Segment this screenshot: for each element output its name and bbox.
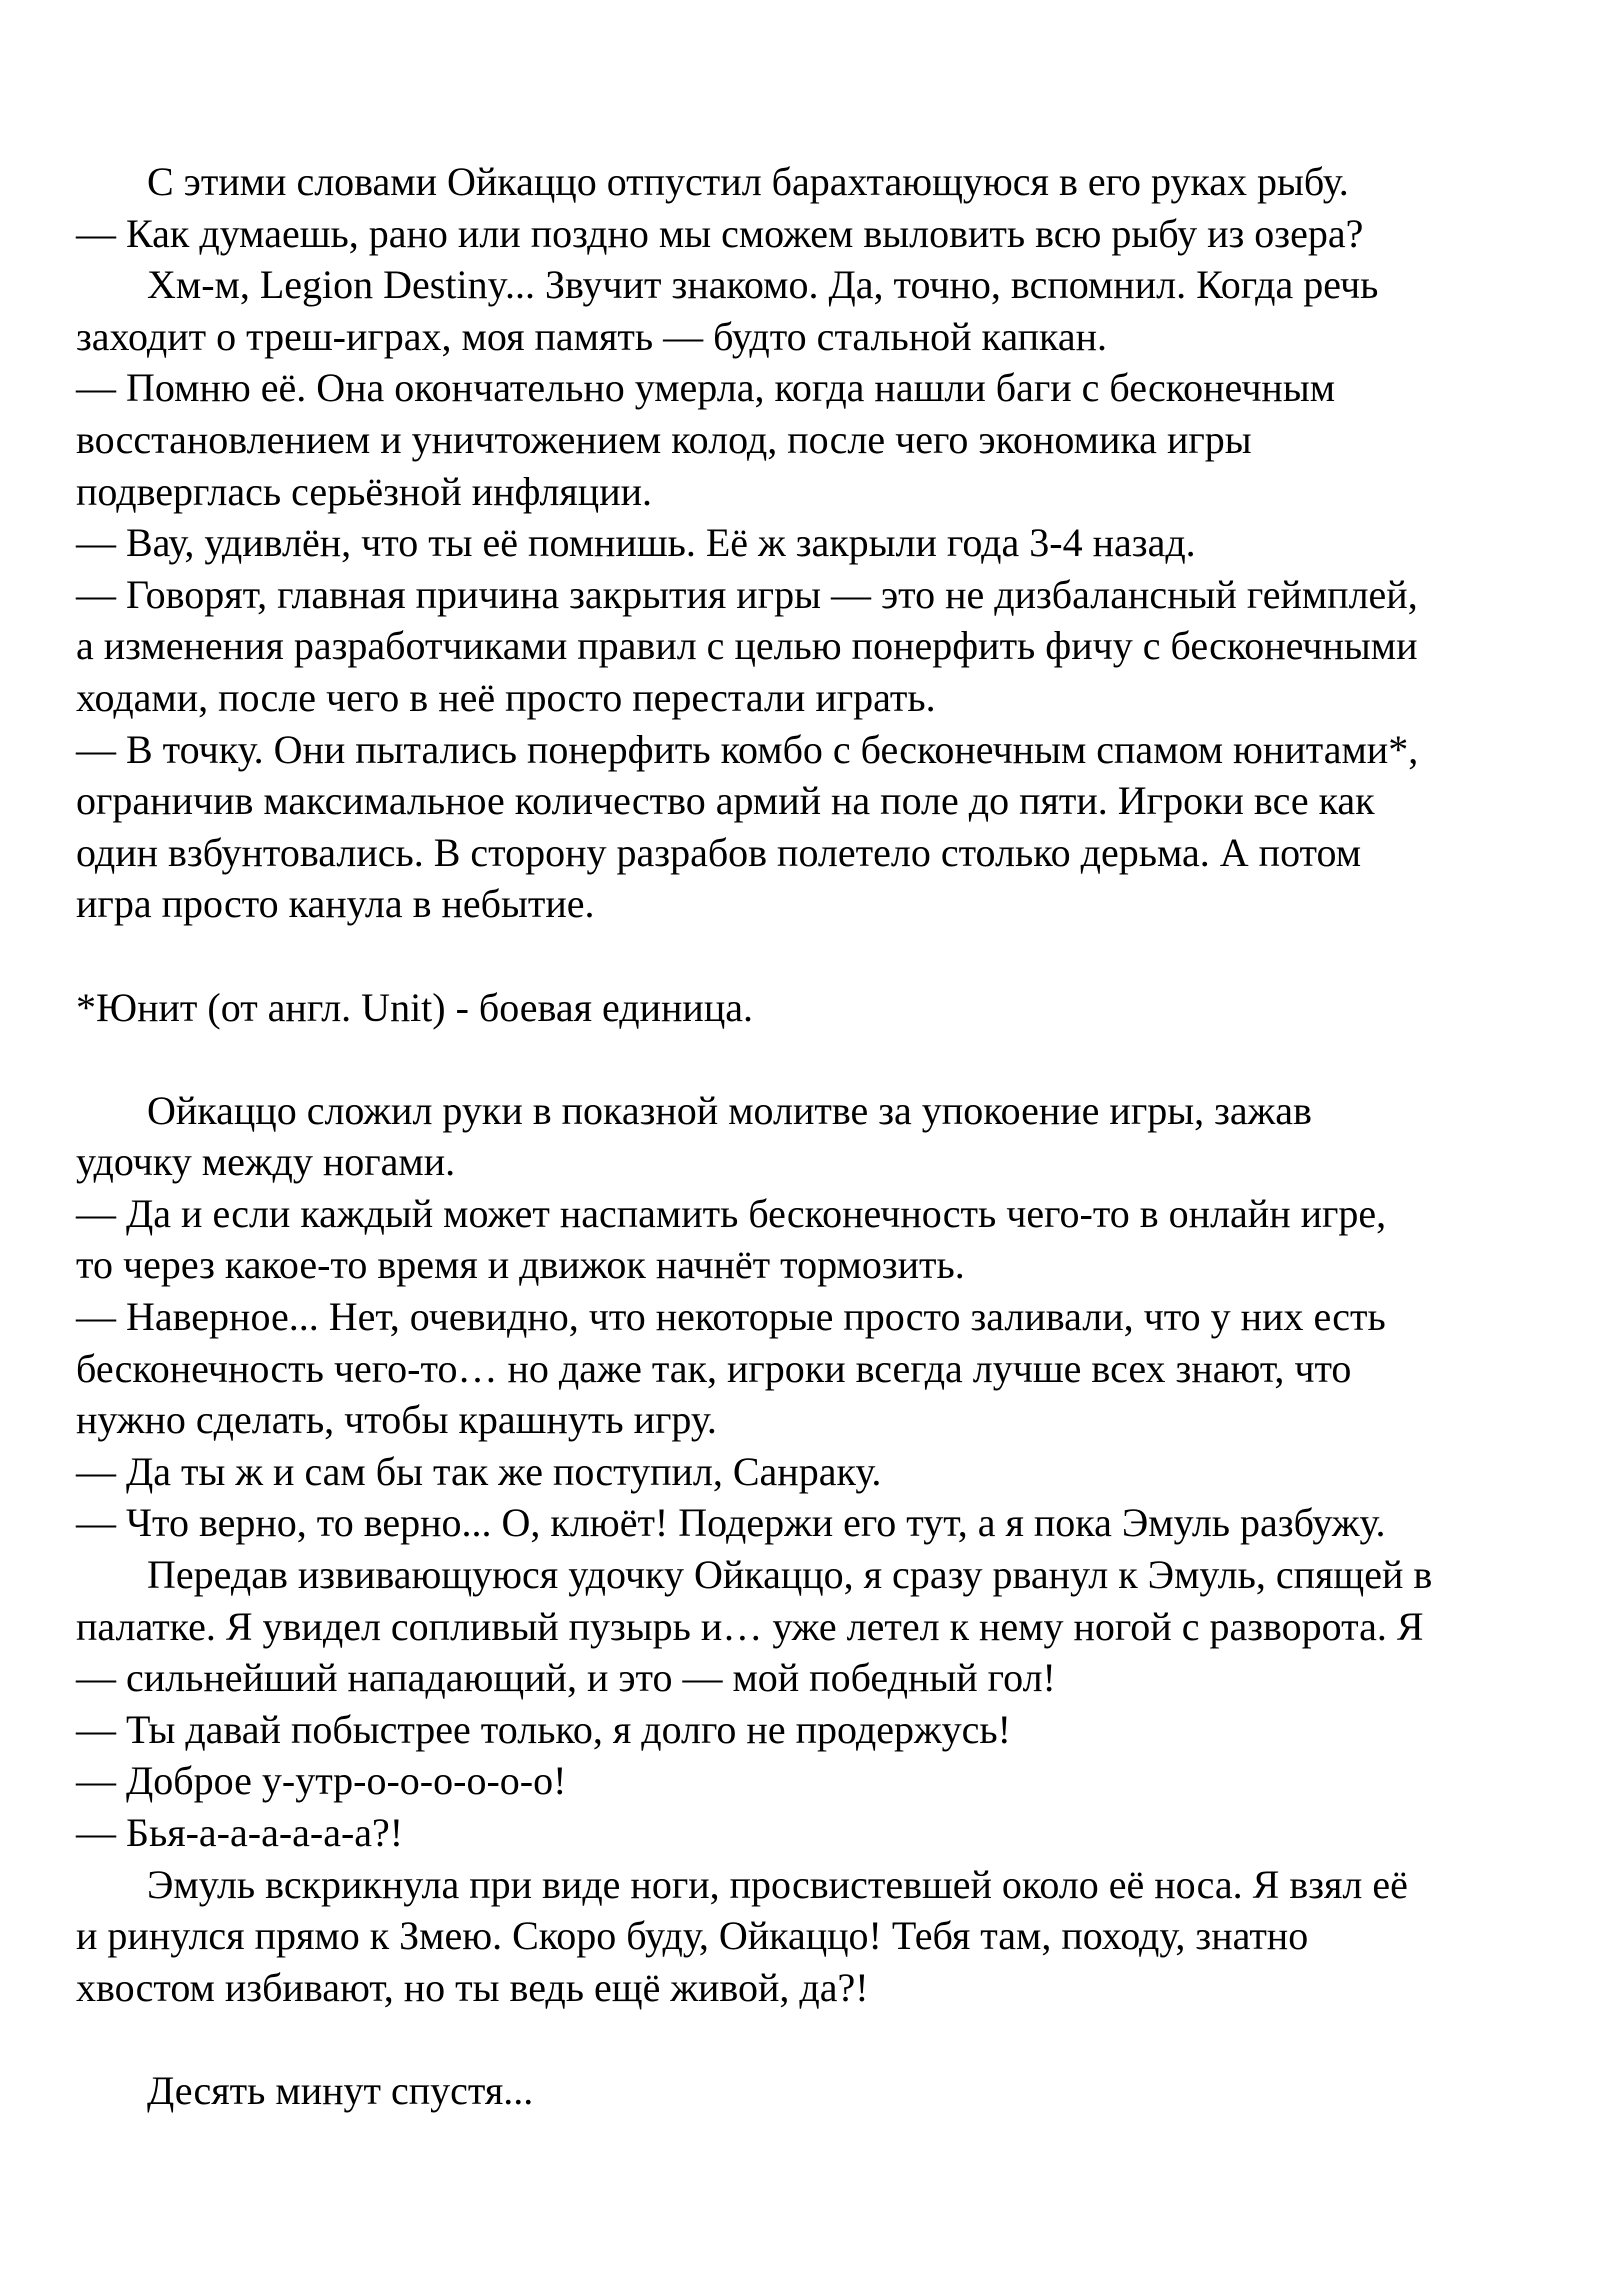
footnote: *Юнит (от англ. Unit) - боевая единица. bbox=[76, 984, 753, 1030]
dialogue-line: — Что верно, то верно... О, клюёт! Подержи его тут, а я пока Эмуль разбужу. bbox=[76, 1500, 1386, 1546]
dialogue-line: то через какое-то время и движок начнёт тормозить. bbox=[76, 1242, 965, 1288]
dialogue-line: — Говорят, главная причина закрытия игры — это не дизбалансный геймплей, bbox=[76, 571, 1418, 617]
dialogue-line: — Помню её. Она окончательно умерла, когда нашли баги с бесконечным bbox=[76, 365, 1336, 411]
dialogue-line: нужно сделать, чтобы крашнуть игру. bbox=[76, 1397, 717, 1443]
dialogue-line: — В точку. Они пытались понерфить комбо с бесконечным спамом юнитами*, bbox=[76, 726, 1419, 772]
paragraph-line: Хм-м, Legion Destiny... Звучит знакомо. Да, точно, вспомнил. Когда речь bbox=[147, 262, 1379, 308]
blank-line bbox=[76, 2013, 1546, 2065]
paragraph-line: Передав извивающуюся удочку Ойкаццо, я сразу рванул к Эмуль, спящей в bbox=[147, 1552, 1433, 1598]
paragraph-line: хвостом избивают, но ты ведь ещё живой, да?! bbox=[76, 1964, 869, 2010]
dialogue-line: — Да ты ж и сам бы так же поступил, Санраку. bbox=[76, 1448, 882, 1494]
scene-transition: Десять минут спустя... bbox=[147, 2067, 534, 2113]
dialogue-line: ограничив максимальное количество армий на поле до пяти. Игроки все как bbox=[76, 778, 1375, 824]
dialogue-line: — Как думаешь, рано или поздно мы сможем выловить всю рыбу из озера? bbox=[76, 210, 1364, 256]
blank-line bbox=[76, 1033, 1546, 1085]
paragraph-line: С этими словами Ойкаццо отпустил барахтающуюся в его руках рыбу. bbox=[147, 159, 1349, 204]
dialogue-line: бесконечность чего-то… но даже так, игроки всегда лучше всех знают, что bbox=[76, 1345, 1352, 1391]
dialogue-line: — Да и если каждый может наспамить бесконечность чего-то в онлайн игре, bbox=[76, 1190, 1387, 1236]
paragraph-line: Эмуль вскрикнула при виде ноги, просвистевшей около её носа. Я взял её bbox=[147, 1861, 1408, 1907]
document-page bbox=[76, 156, 1546, 2117]
paragraph-line: заходит о треш-играх, моя память — будто стальной капкан. bbox=[76, 313, 1107, 359]
dialogue-line: — Доброе у-утр-о-о-о-о-о-о! bbox=[76, 1758, 567, 1804]
dialogue-line: — Вау, удивлён, что ты её помнишь. Её ж закрыли года 3-4 назад. bbox=[76, 520, 1196, 566]
dialogue-line: — Наверное... Нет, очевидно, что некоторые просто заливали, что у них есть bbox=[76, 1294, 1386, 1340]
dialogue-line: ходами, после чего в неё просто перестали играть. bbox=[76, 674, 936, 720]
paragraph-line: и ринулся прямо к Змею. Скоро буду, Ойкаццо! Тебя там, походу, знатно bbox=[76, 1913, 1309, 1959]
paragraph-line: Ойкаццо сложил руки в показной молитве за упокоение игры, зажав bbox=[147, 1087, 1312, 1133]
dialogue-line: подверглась серьёзной инфляции. bbox=[76, 468, 653, 514]
dialogue-line: игра просто канула в небытие. bbox=[76, 881, 595, 927]
dialogue-line: — Бья-а-а-а-а-а-а?! bbox=[76, 1810, 404, 1855]
dialogue-line: — Ты давай побыстрее только, я долго не продержусь! bbox=[76, 1706, 1011, 1752]
paragraph-line: палатке. Я увидел сопливый пузырь и… уже летел к нему ногой с разворота. Я bbox=[76, 1603, 1424, 1649]
dialogue-line: а изменения разработчиками правил с целью понерфить фичу с бесконечными bbox=[76, 623, 1418, 669]
blank-line bbox=[76, 930, 1546, 982]
dialogue-line: восстановлением и уничтожением колод, после чего экономика игры bbox=[76, 416, 1252, 462]
dialogue-line: один взбунтовались. В сторону разрабов полетело столько дерьма. А потом bbox=[76, 829, 1362, 875]
paragraph-line: — сильнейший нападающий, и это — мой победный гол! bbox=[76, 1655, 1056, 1701]
paragraph-line: удочку между ногами. bbox=[76, 1139, 456, 1185]
